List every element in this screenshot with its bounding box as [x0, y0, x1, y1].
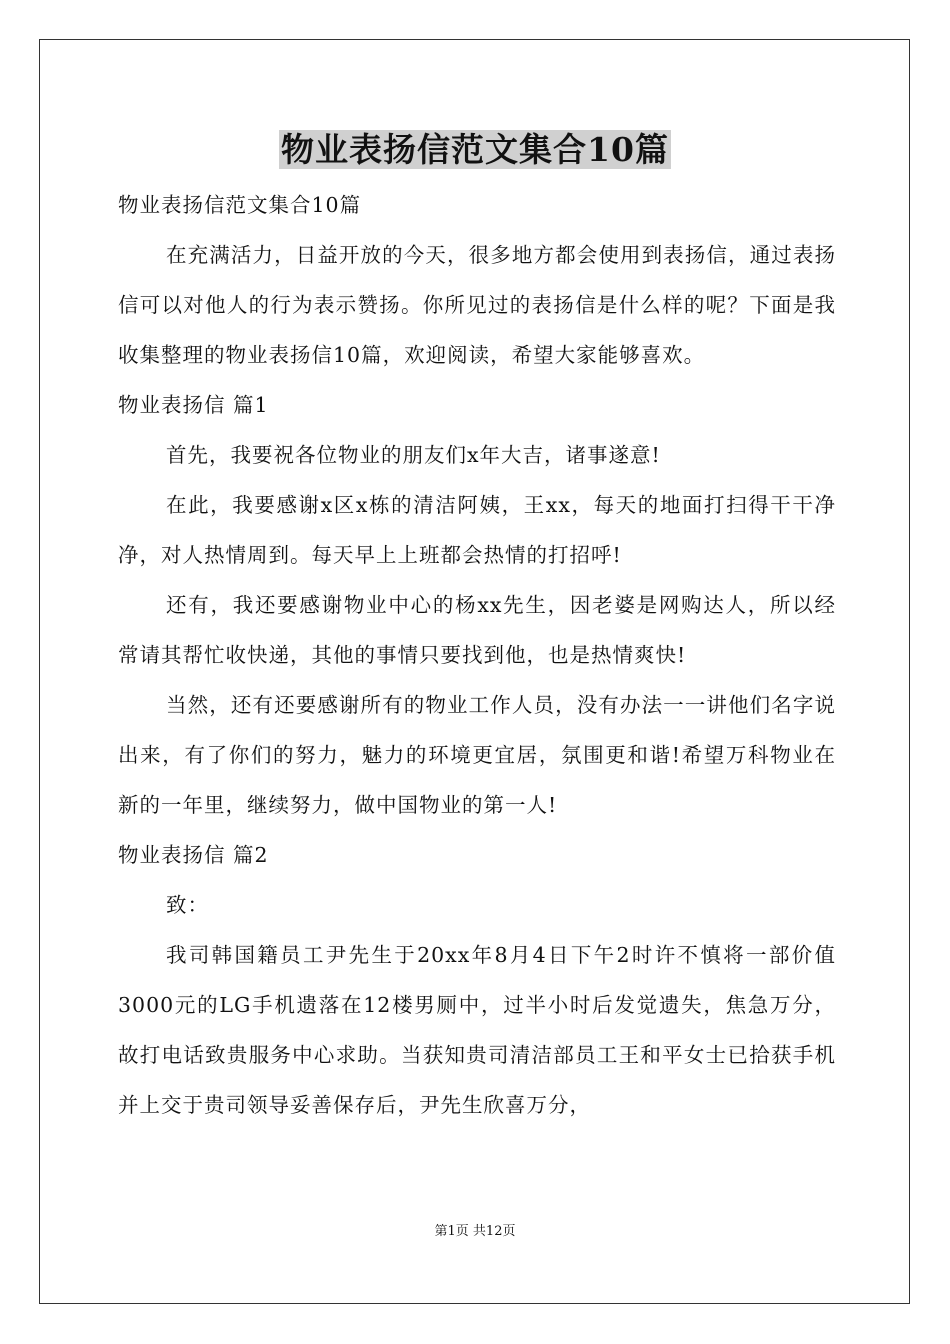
- intro-paragraph: 在充满活力，日益开放的今天，很多地方都会使用到表扬信，通过表扬信可以对他人的行为表示赞扬。你所见过的表扬信是什么样的呢？下面是我收集整理的物业表扬信10篇，欢迎阅读，希望大家能够喜欢。: [118, 243, 836, 367]
- paragraph: 当然，还有还要感谢所有的物业工作人员，没有办法一一讲他们名字说出来，有了你们的努力，魅力的环境更宜居，氛围更和谐!希望万科物业在新的一年里，继续努力，做中国物业的第一人!: [118, 693, 836, 817]
- page-footer: [0, 1220, 950, 1239]
- page-number: 第1页 共12页: [434, 1224, 516, 1239]
- paragraph: 首先，我要祝各位物业的朋友们x年大吉，诸事遂意!: [166, 443, 661, 467]
- document-title: [0, 124, 950, 171]
- document-title-text: 物业表扬信范文集合10篇: [281, 130, 669, 169]
- paragraph: 还有，我还要感谢物业中心的杨xx先生，因老婆是网购达人，所以经常请其帮忙收快递，其他的事情只要找到他，也是热情爽快!: [118, 593, 836, 667]
- paragraph: 我司韩国籍员工尹先生于20xx年8月4日下午2时许不慎将一部价值3000元的LG手机遗落在12楼男厕中，过半小时后发觉遗失，焦急万分，故打电话致贵服务中心求助。当获知贵司清洁部员工王和平女士已拾获手机并上交于贵司领导妥善保存后，尹先生欣喜万分，: [118, 943, 836, 1117]
- section-heading-1: 物业表扬信 篇1: [118, 393, 269, 417]
- section-heading-2: 物业表扬信 篇2: [118, 843, 269, 867]
- document-body: [118, 180, 836, 1130]
- intro-heading: 物业表扬信范文集合10篇: [118, 193, 362, 217]
- salutation: 致：: [166, 893, 209, 917]
- paragraph: 在此，我要感谢x区x栋的清洁阿姨，王xx，每天的地面打扫得干干净净，对人热情周到。每天早上上班都会热情的打招呼!: [118, 493, 836, 567]
